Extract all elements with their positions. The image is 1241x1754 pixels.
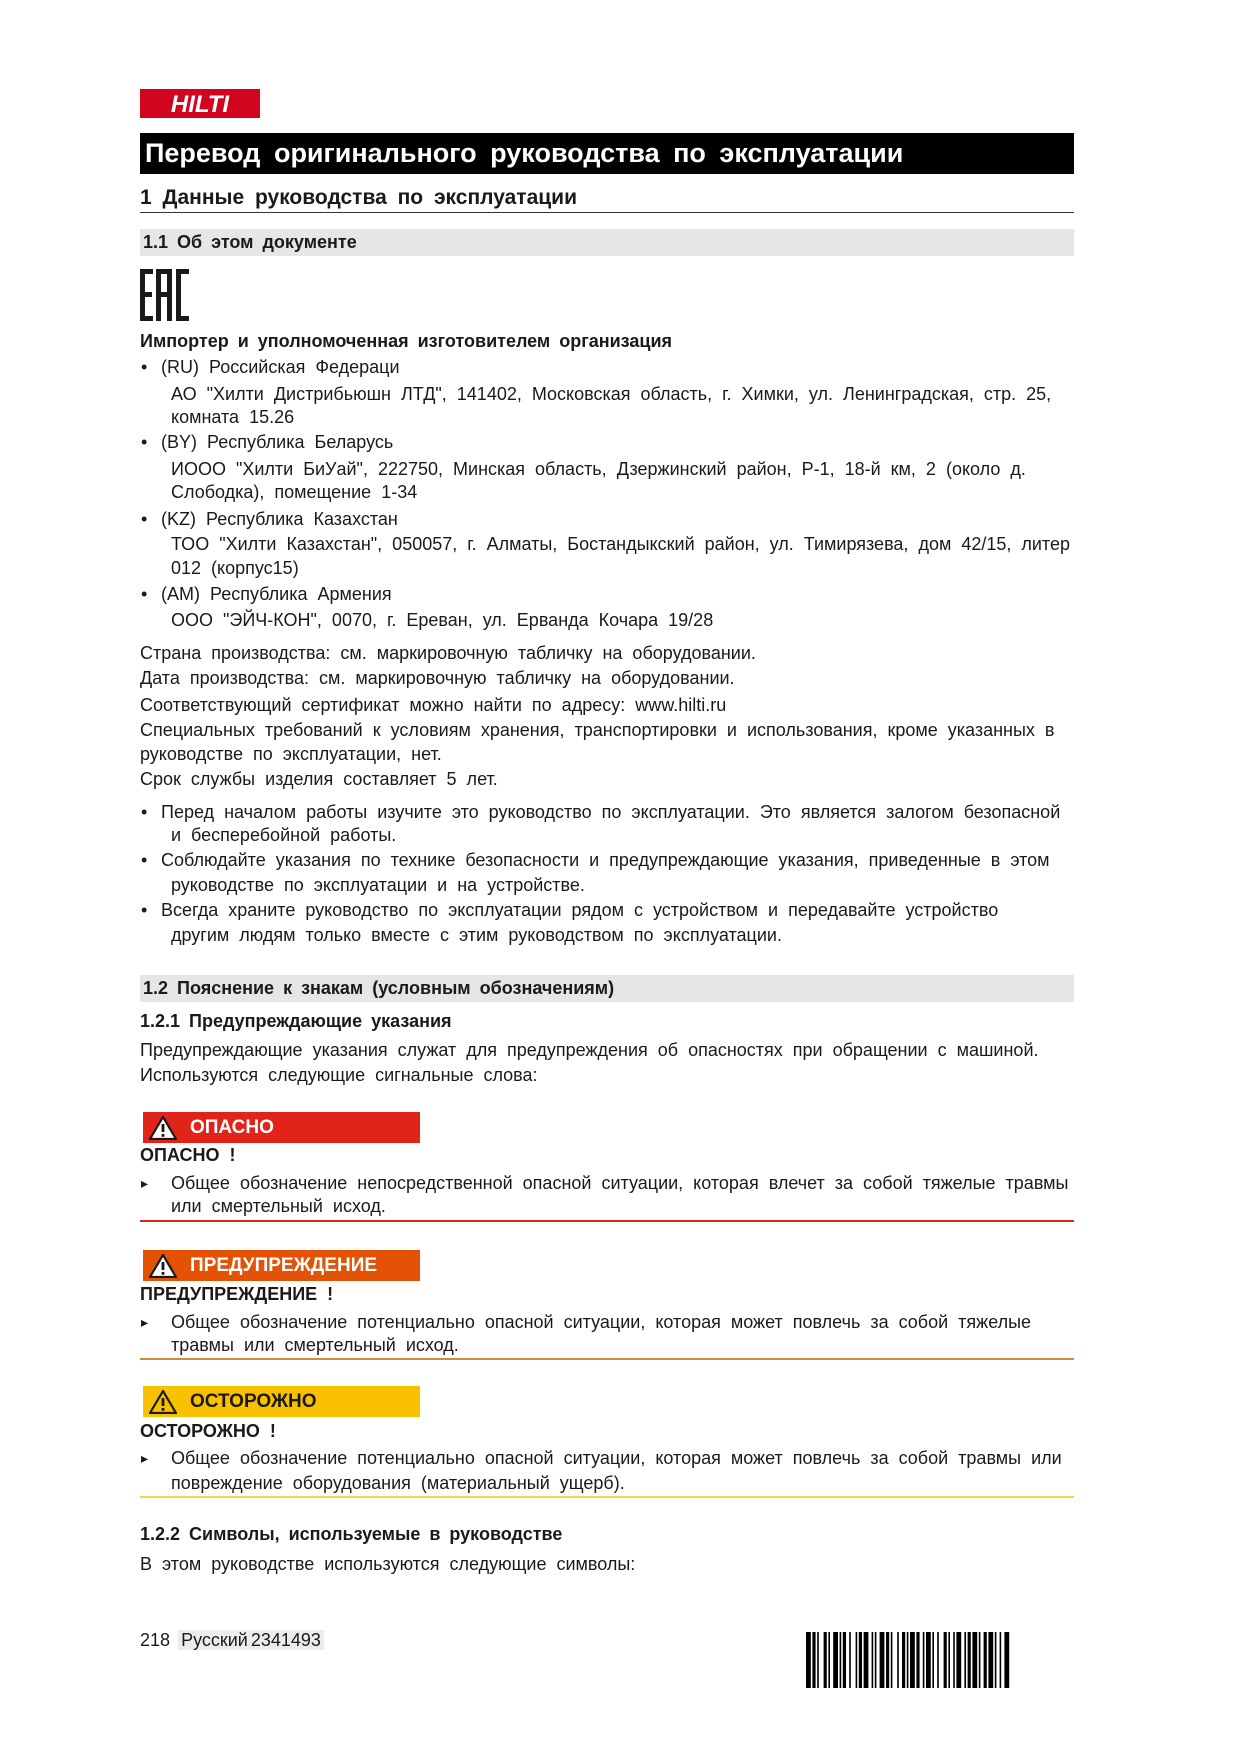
signal-text: или смертельный исход. <box>171 1196 386 1216</box>
hilti-logo <box>140 89 260 118</box>
signal-text: ▸ Общее обозначение потенциально опасной ситуации, которая может повлечь за собой травмы или <box>171 1446 1062 1471</box>
signal-text: ▸ Общее обозначение непосредственной опасной ситуации, которая влечет за собой тяжелые травмы <box>171 1171 1069 1196</box>
info-line: Дата производства: см. маркировочную табличку на оборудовании. <box>140 668 735 688</box>
barcode <box>806 1632 1068 1688</box>
instruction-bullet: • Перед началом работы изучите это руководство по эксплуатации. Это является залогом безопасной <box>161 800 1060 825</box>
page-footer <box>140 1628 324 1652</box>
svg-text:HILTI: HILTI <box>170 91 230 118</box>
signal-label-danger: ОПАСНО <box>143 1112 420 1143</box>
info-line: руководстве по эксплуатации, нет. <box>140 744 442 764</box>
section-1-2-2-heading: 1.2.2 Символы, используемые в руководстве <box>140 1524 563 1544</box>
page-number: 218 <box>140 1630 171 1650</box>
divider-caution <box>140 1496 1074 1498</box>
section-1-1-heading: 1.1 Об этом документе <box>140 229 1074 256</box>
importer-country: • (AM) Республика Армения <box>161 582 392 607</box>
symbols-intro: В этом руководстве используются следующие символы: <box>140 1554 636 1574</box>
signal-title-danger: ОПАСНО ! <box>140 1145 236 1165</box>
importer-address: ООО "ЭЙЧ-КОН", 0070, г. Ереван, ул. Ерванда Кочара 19/28 <box>171 610 714 630</box>
signal-text: ▸ Общее обозначение потенциально опасной ситуации, которая может повлечь за собой тяжелые <box>171 1310 1031 1335</box>
signal-label-warning: ПРЕДУПРЕЖДЕНИЕ <box>143 1250 420 1281</box>
instruction-bullet-cont: руководстве по эксплуатации и на устройстве. <box>171 875 585 895</box>
instruction-bullet-cont: и бесперебойной работы. <box>171 825 397 845</box>
info-line: Срок службы изделия составляет 5 лет. <box>140 769 498 789</box>
signal-title-caution: ОСТОРОЖНО ! <box>140 1421 276 1441</box>
intro-line: Предупреждающие указания служат для предупреждения об опасностях при обращении с машиной. <box>140 1040 1039 1060</box>
instruction-bullet: • Всегда храните руководство по эксплуатации рядом с устройством и передавайте устройство <box>161 898 998 923</box>
info-line: Специальных требований к условиям хранения, транспортировки и использования, кроме указанных в <box>140 720 1055 740</box>
doc-number: 2341493 <box>251 1630 324 1650</box>
instruction-bullet-cont: другим людям только вместе с этим руководством по эксплуатации. <box>171 925 782 945</box>
warning-triangle-icon <box>149 1115 177 1140</box>
importer-heading: Импортер и уполномоченная изготовителем организация <box>140 331 673 351</box>
info-line: Страна производства: см. маркировочную табличку на оборудовании. <box>140 643 756 663</box>
eac-mark-icon <box>140 269 190 321</box>
divider-danger <box>140 1220 1074 1222</box>
importer-address: 012 (корпус15) <box>171 558 299 578</box>
signal-title-warning: ПРЕДУПРЕЖДЕНИЕ ! <box>140 1284 334 1304</box>
intro-line: Используются следующие сигнальные слова: <box>140 1065 538 1085</box>
language-label: Русский <box>178 1630 251 1650</box>
importer-address: ТОО "Хилти Казахстан", 050057, г. Алматы, Бостандыкский район, ул. Тимирязева, дом 42/15, литер <box>171 534 1070 554</box>
signal-text: повреждение оборудования (материальный ущерб). <box>171 1473 625 1493</box>
warning-triangle-icon <box>149 1389 177 1414</box>
info-line: Соответствующий сертификат можно найти по адресу: www.hilti.ru <box>140 695 727 715</box>
divider-warning <box>140 1358 1074 1360</box>
importer-country: • (RU) Российская Федераци <box>161 355 400 380</box>
section-1-2-heading: 1.2 Пояснение к знакам (условным обозначениям) <box>140 975 1074 1002</box>
section-1-2-1-heading: 1.2.1 Предупреждающие указания <box>140 1011 452 1031</box>
importer-address: АО "Хилти Дистрибьюшн ЛТД", 141402, Московская область, г. Химки, ул. Ленинградская, стр. 25, <box>171 384 1052 404</box>
section-1-heading: 1 Данные руководства по эксплуатации <box>140 186 1074 213</box>
importer-country: • (BY) Республика Беларусь <box>161 430 393 455</box>
instruction-bullet: • Соблюдайте указания по технике безопасности и предупреждающие указания, приведенные в этом <box>161 848 1050 873</box>
importer-address: Слободка), помещение 1-34 <box>171 482 418 502</box>
document-title: Перевод оригинального руководства по эксплуатации <box>140 133 1074 174</box>
signal-label-caution: ОСТОРОЖНО <box>143 1386 420 1417</box>
warning-triangle-icon <box>149 1253 177 1278</box>
importer-address: ИООО "Хилти БиУай", 222750, Минская область, Дзержинский район, Р-1, 18-й км, 2 (около д. <box>171 459 1026 479</box>
signal-text: травмы или смертельный исход. <box>171 1335 459 1355</box>
importer-country: • (KZ) Республика Казахстан <box>161 507 398 532</box>
importer-address: комната 15.26 <box>171 407 295 427</box>
